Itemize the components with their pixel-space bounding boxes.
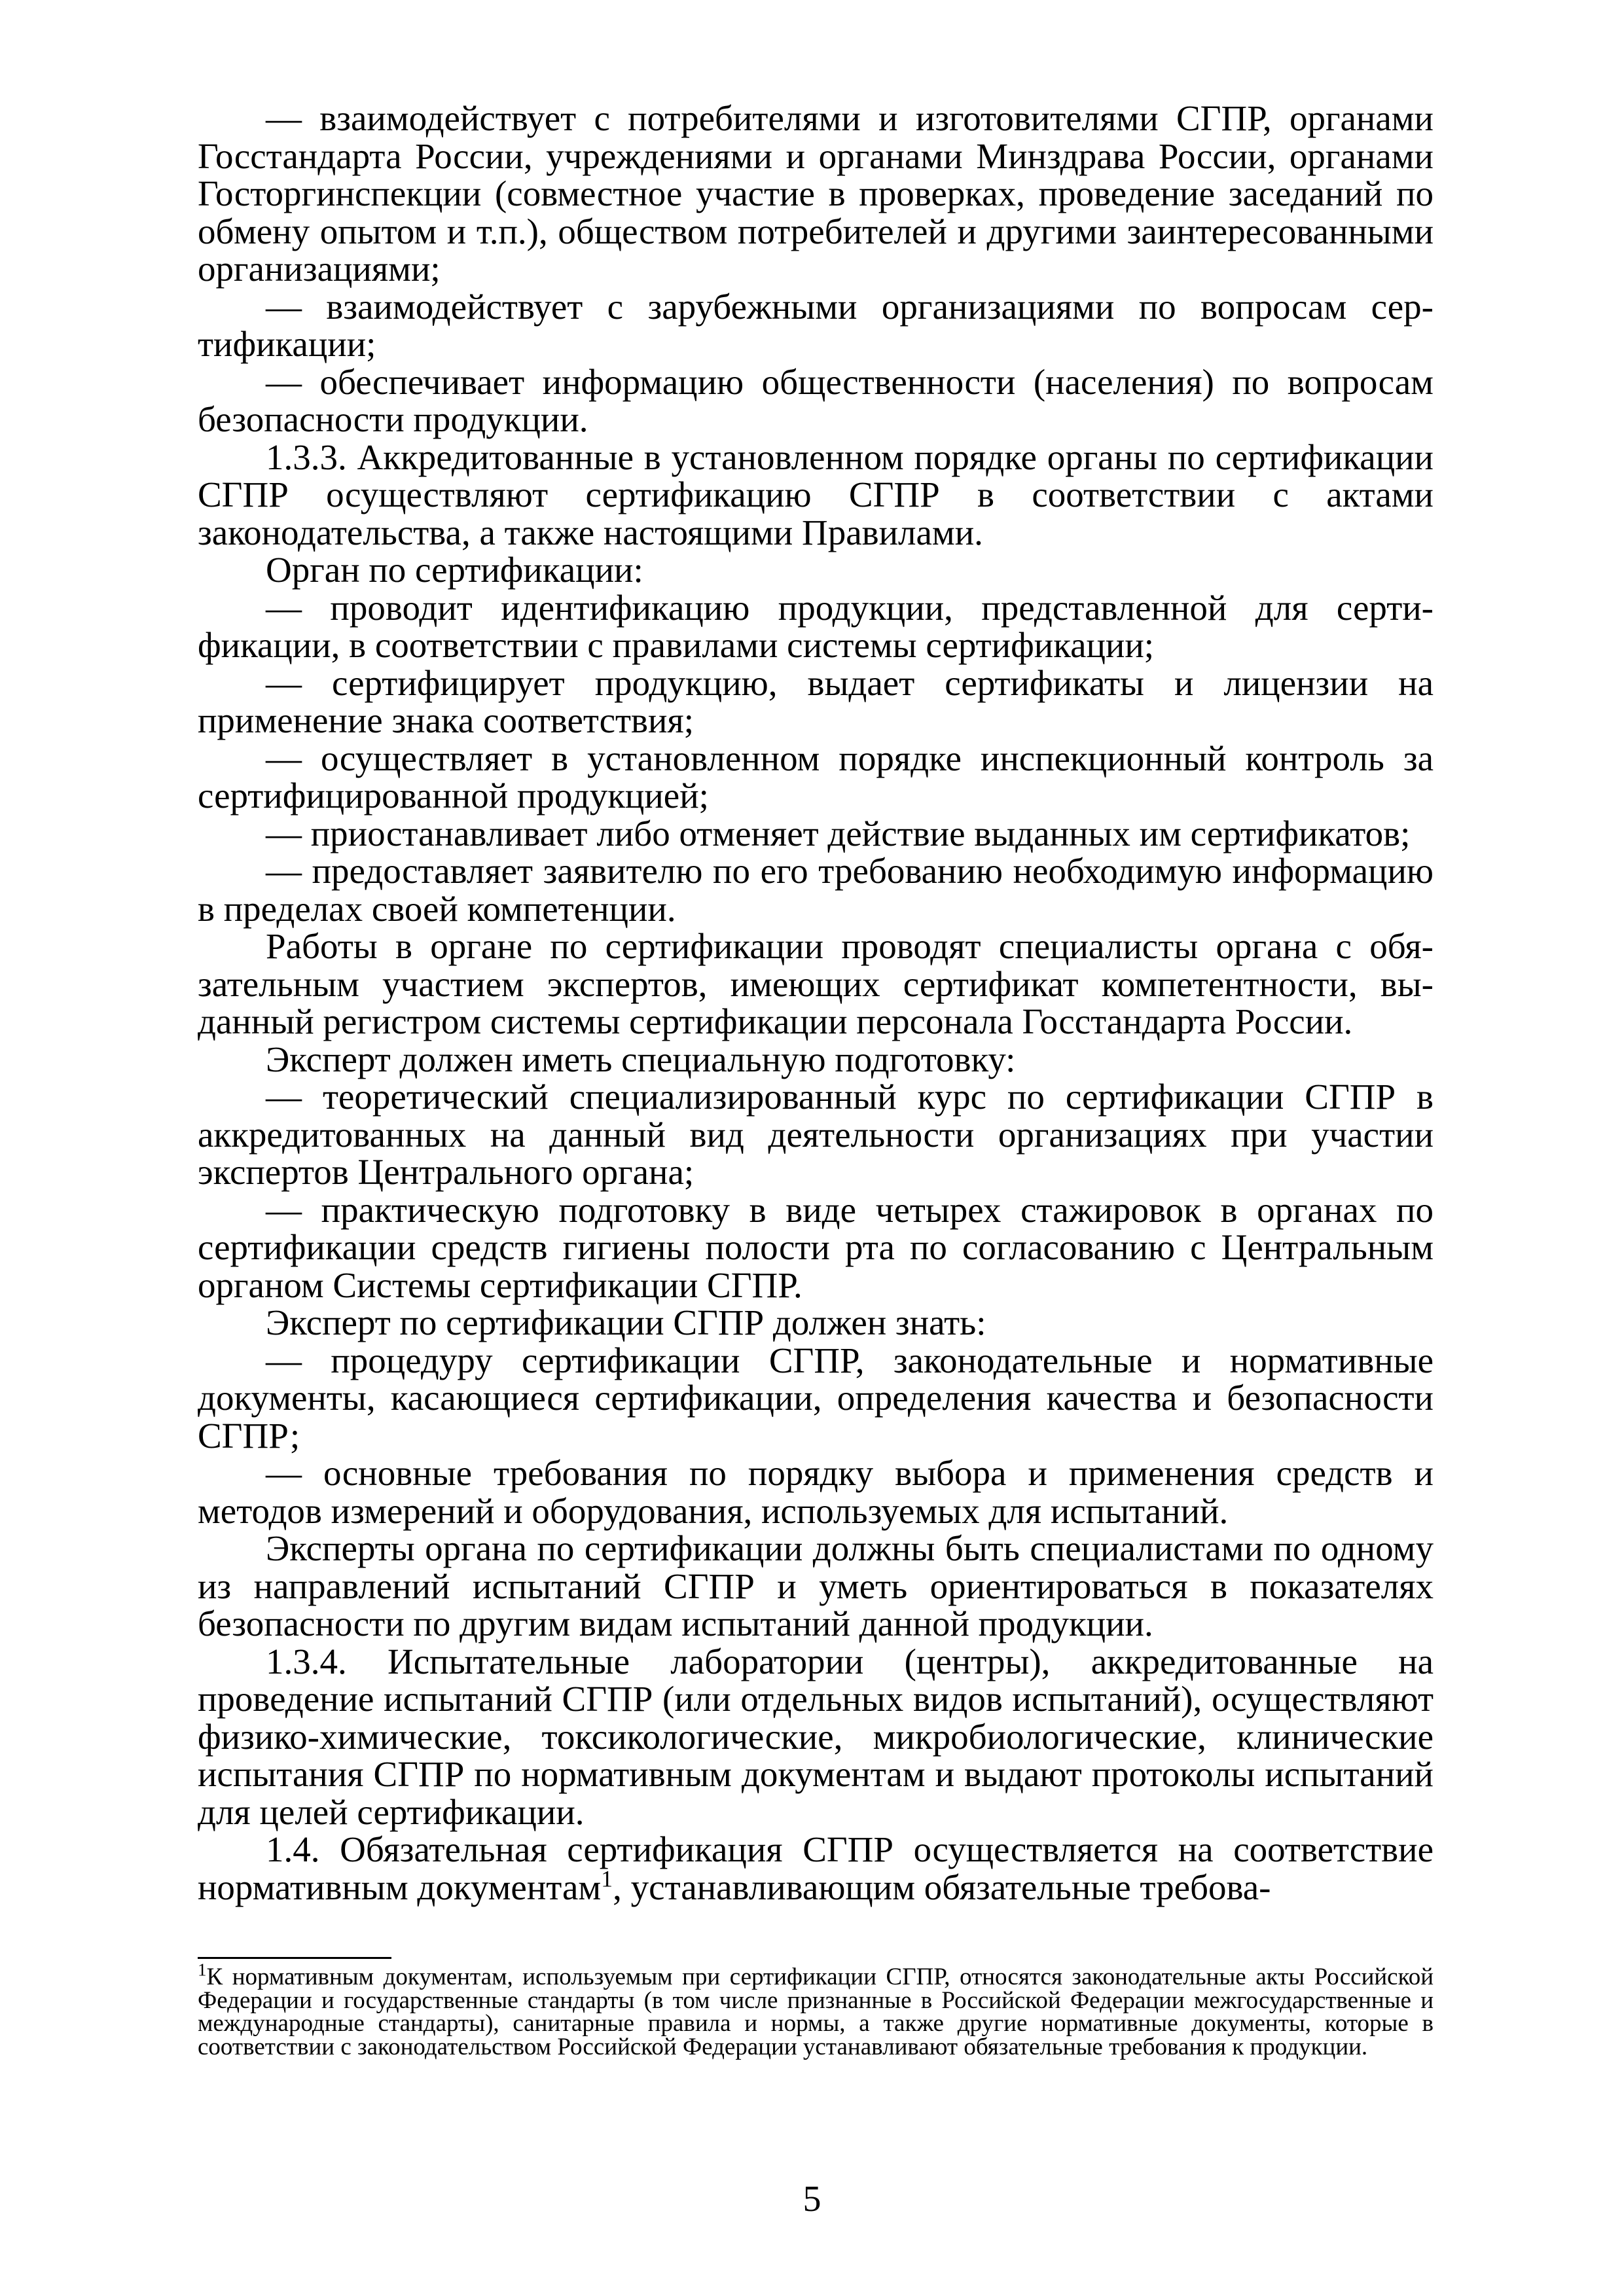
- page-number: 5: [803, 2179, 821, 2219]
- paragraph-section-1-3-4: 1.3.4. Испытательные лаборатории (центры), аккредитованные на проведение испытаний СГПР (или отдельных видов испытаний), осуществляют физико-химические, токсикологические, микробиологические, клинические испытания СГПР по нормативным документам и выдают протоколы испытаний для целей сертификации.: [198, 1641, 1434, 1832]
- section-1-4-text-start: 1.4. Обязательная сертификация СГПР осуществляется на соответствие нормативным документам: [198, 1829, 1434, 1907]
- paragraph-section-1-4: [198, 1831, 1434, 1906]
- footnote-reference-marker: 1: [601, 1865, 613, 1892]
- section-1-4-text-end: , устанавливающим обязательные требова-: [613, 1867, 1271, 1907]
- paragraph-inspection-control: — осуществляет в установленном порядке инспекционный контроль за сертифицированной продукцией;: [198, 738, 1434, 816]
- paragraph-provides-information: — предоставляет заявителю по его требованию необходимую информацию в пределах своей компетенции.: [198, 851, 1434, 929]
- paragraph-theoretical-course: — теоретический специализированный курс по сертификации СГПР в аккредитованных на данный вид деятельности организациях при участии экспертов Центрального органа;: [198, 1077, 1434, 1192]
- paragraph-expert-knowledge-heading: Эксперт по сертификации СГПР должен знать:: [266, 1302, 986, 1342]
- footnote-separator: [198, 1957, 391, 1959]
- paragraph-suspends-certificates: — приостанавливает либо отменяет действие выданных им сертификатов;: [266, 813, 1411, 853]
- paragraph-interaction-consumers: — взаимодействует с потребителями и изготовителями СГПР, органами Госстандарта России, учреждениями и органами Минздрава России, органами Госторгинспекции (совместное участие в проверках, проведение заседаний по обмену опытом и т.п.), обществом потребителей и другими заинтересованными организациями;: [198, 98, 1434, 289]
- footnote: [198, 1960, 1434, 2060]
- paragraph-measurement-requirements: — основные требования по порядку выбора и применения средств и методов измерений и оборудования, используемых для испытаний.: [198, 1453, 1434, 1531]
- body-text: [198, 99, 1434, 1906]
- footnote-paragraph: [198, 1960, 1434, 2060]
- footnote-marker: 1: [198, 1960, 207, 1980]
- paragraph-work-in-body: Работы в органе по сертификации проводят специалисты органа с обязательным участием экспертов, имеющих сертификат компетентности, выданный регистром системы сертификации персонала Госстандарта России.: [198, 926, 1434, 1041]
- paragraph-section-1-3-3: 1.3.3. Аккредитованные в установленном порядке органы по сертификации СГПР осуществляют сертификацию СГПР в соответствии с актами законодательства, а также настоящими Правилами.: [198, 437, 1434, 552]
- paragraph-experts-specialists: Эксперты органа по сертификации должны быть специалистами по одному из направлений испытаний СГПР и уметь ориентироваться в показателях безопасности по другим видам испытаний данной продукции.: [198, 1528, 1434, 1643]
- paragraph-identification: — проводит идентификацию продукции, представленной для сертификации, в соответствии с правилами системы сертификации;: [198, 587, 1434, 665]
- paragraph-practical-training: — практическую подготовку в виде четырех стажировок в органах по сертификации средств гигиены полости рта по согласованию с Центральным органом Системы сертификации СГПР.: [198, 1189, 1434, 1305]
- paragraph-interaction-foreign: — взаимодействует с зарубежными организациями по вопросам сертификации;: [198, 286, 1434, 364]
- paragraph-certification-body-heading: Орган по сертификации:: [266, 550, 643, 590]
- footnote-text: К нормативным документам, используемым при сертификации СГПР, относятся законодательные акты Российской Федерации и государственные стандарты (в том числе признанные в Российской Федерации межгосударственные и международные стандарты), санитарные правила и нормы, а также другие нормативные документы, которые в соответствии с законодательством Российской Федерации устанавливают обязательные требования к продукции.: [198, 1964, 1434, 2060]
- paragraph-public-information: — обеспечивает информацию общественности (населения) по вопросам безопасности продукции.: [198, 361, 1434, 439]
- paragraph-certifies-products: — сертифицирует продукцию, выдает сертификаты и лицензии на применение знака соответствия;: [198, 662, 1434, 740]
- paragraph-expert-training-heading: Эксперт должен иметь специальную подготовку:: [266, 1039, 1016, 1079]
- paragraph-certification-procedure: — процедуру сертификации СГПР, законодательные и нормативные документы, касающиеся сертификации, определения качества и безопасности СГПР;: [198, 1340, 1434, 1456]
